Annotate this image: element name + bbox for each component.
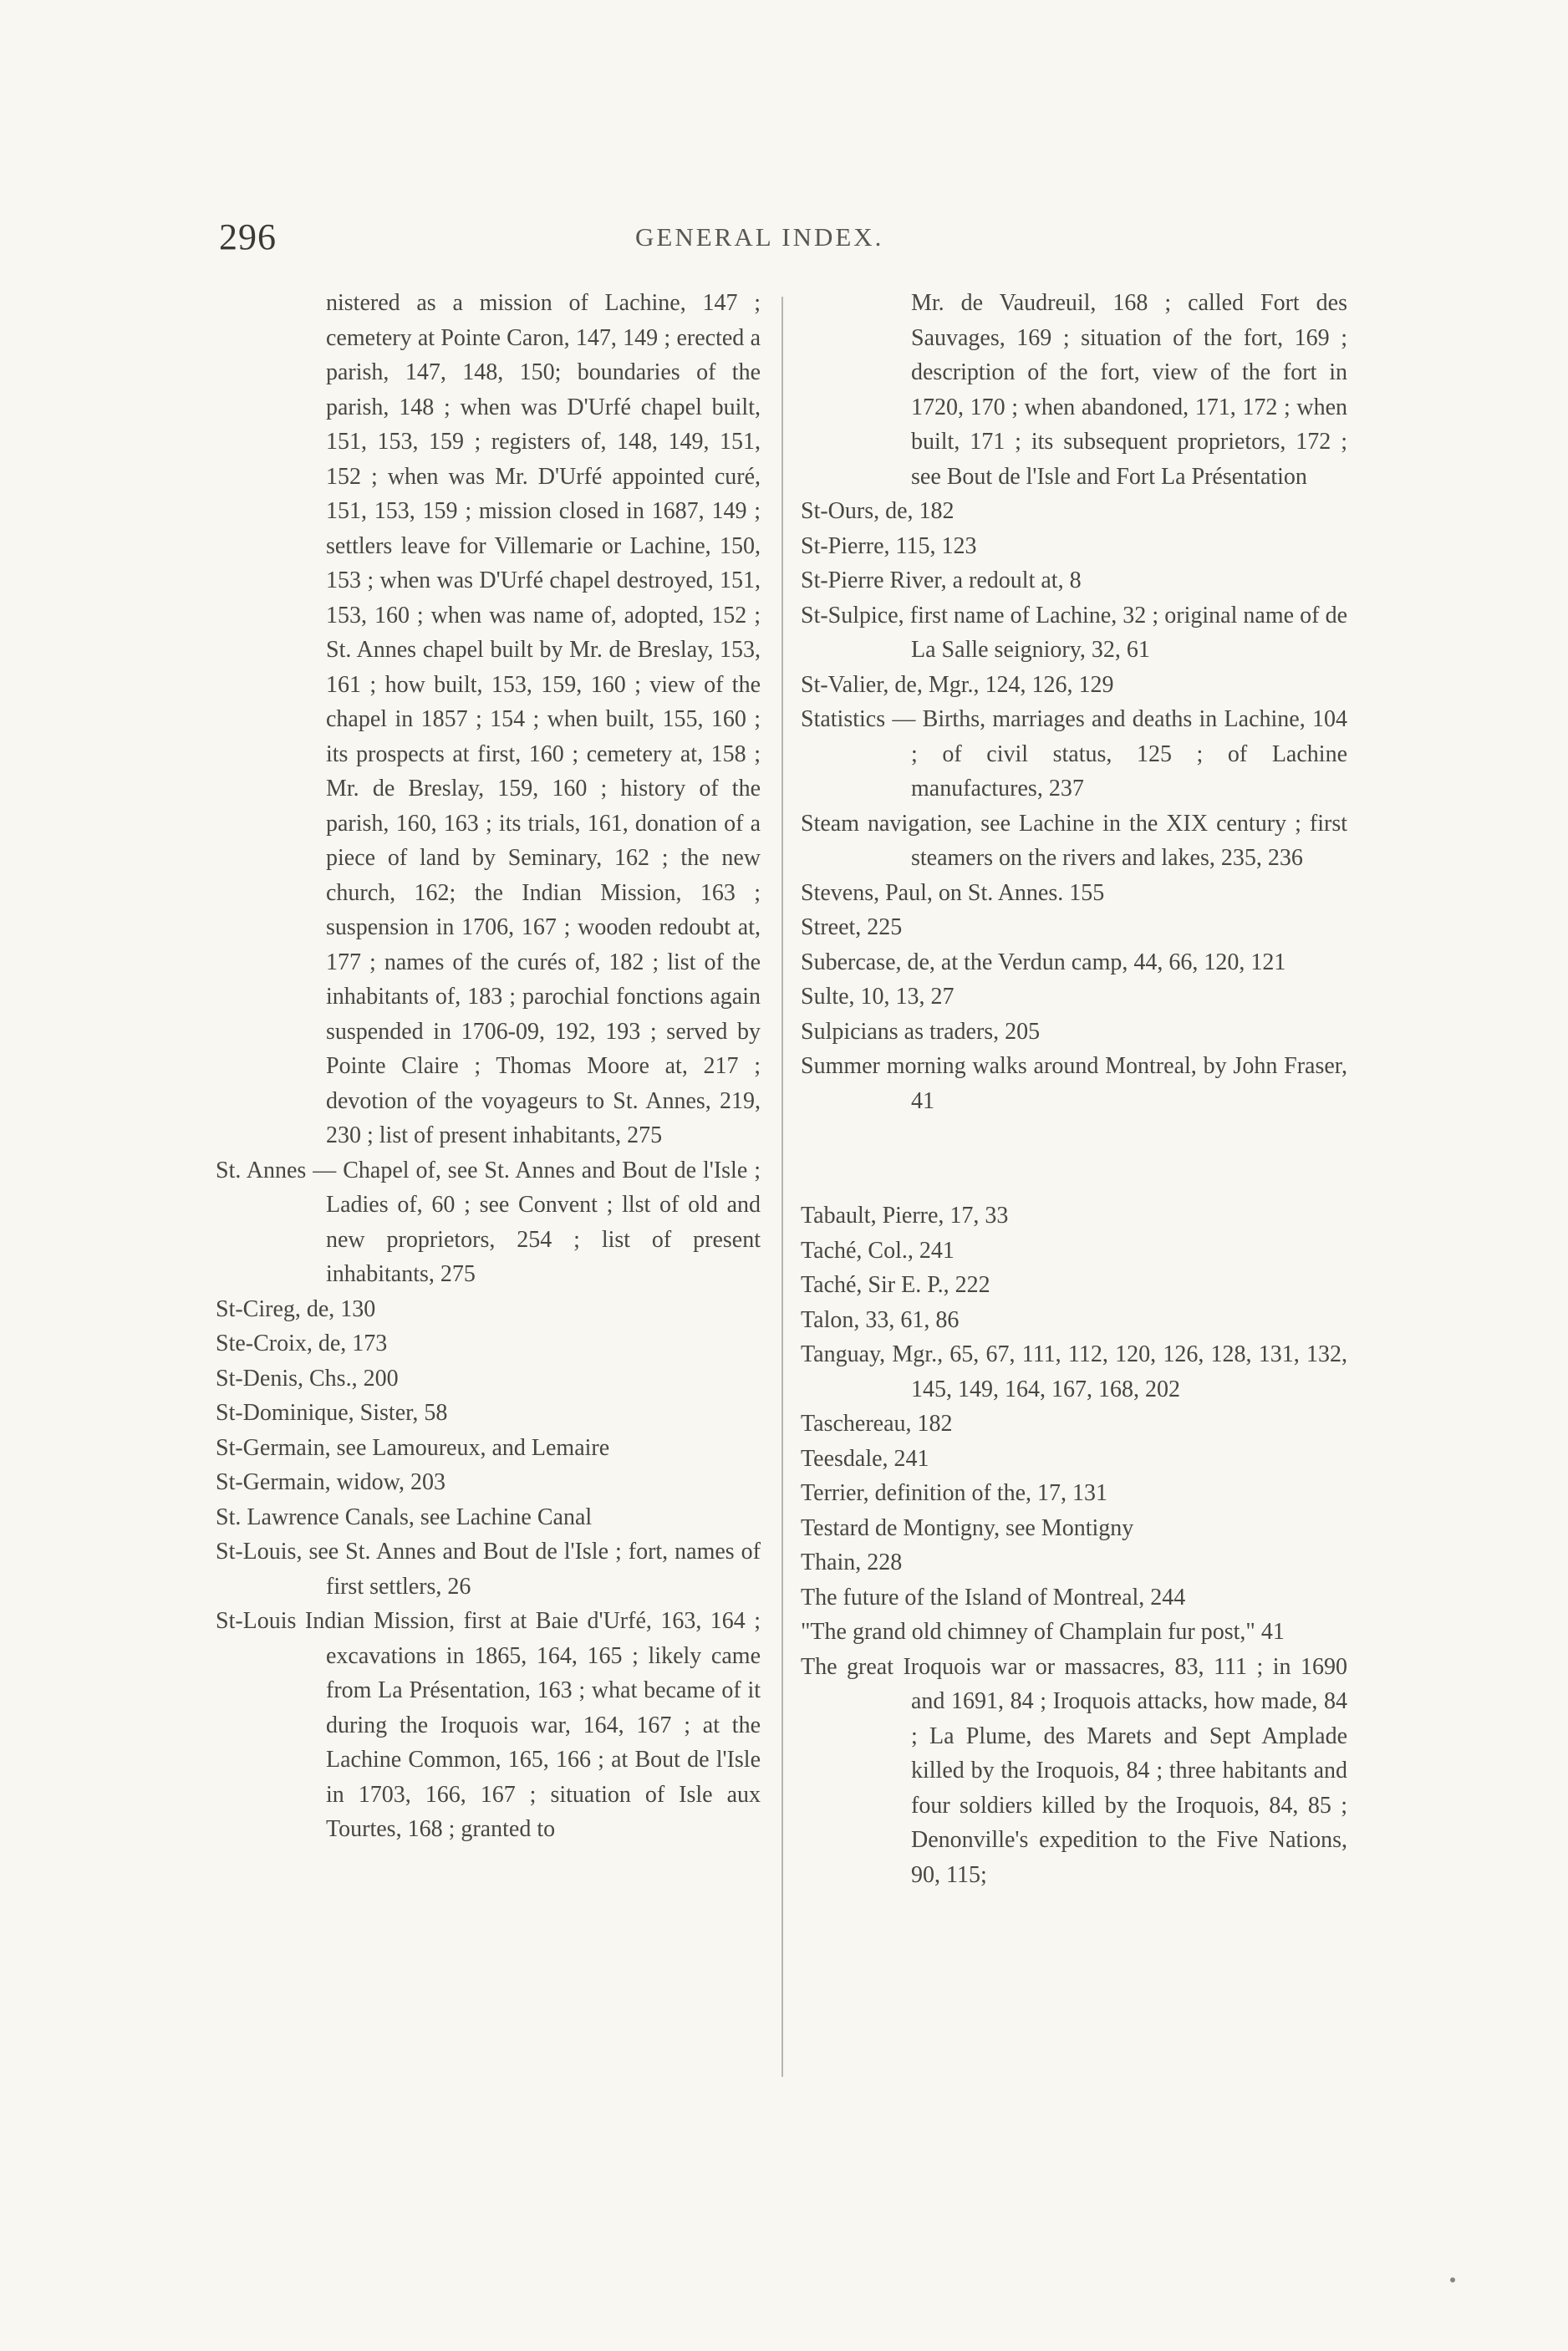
index-entry: Sulpicians as traders, 205 — [801, 1018, 1041, 1045]
running-title: GENERAL INDEX. — [635, 222, 884, 252]
index-entry: Ste-Croix, de, 173 — [216, 1331, 388, 1356]
index-entry: Terrier, definition of the, 17, 131 — [801, 1480, 1108, 1506]
index-entry: St-Valier, de, Mgr., 124, 126, 129 — [801, 671, 1114, 698]
index-entry: Taché, Col., 241 — [801, 1237, 955, 1264]
index-entry: St-Denis, Chs., 200 — [216, 1365, 399, 1392]
index-entry: St-Louis, see St. Annes and Bout de l'Isle ; fort, names of first settlers, 26 — [216, 1539, 761, 1600]
index-entry: Teesdale, 241 — [801, 1445, 929, 1472]
page-number: 296 — [219, 216, 277, 257]
index-entry: Steam navigation, see Lachine in the XIX century ; first steamers on the rivers and lakes, 235, 236 — [801, 810, 1347, 871]
index-entry: Talon, 33, 61, 86 — [801, 1306, 960, 1333]
index-entry: Stevens, Paul, on St. Annes. 155 — [801, 879, 1105, 906]
index-entry: St-Dominique, Sister, 58 — [216, 1400, 448, 1426]
index-entry: St-Pierre, 115, 123 — [801, 532, 977, 559]
index-entry: Taché, Sir E. P., 222 — [801, 1272, 990, 1298]
index-entry: St-Germain, widow, 203 — [216, 1469, 446, 1495]
index-entry: Statistics — Births, marriages and deaths in Lachine, 104 ; of civil status, 125 ; of Lachine manufactures, 237 — [801, 706, 1347, 801]
index-entry: Taschereau, 182 — [801, 1411, 953, 1437]
index-entry: Testard de Montigny, see Montigny — [801, 1514, 1134, 1541]
index-entry: St-Cireg, de, 130 — [216, 1295, 376, 1322]
index-entry: Summer morning walks around Montreal, by John Fraser, 41 — [801, 1053, 1347, 1114]
index-entry: St-Pierre River, a redoult at, 8 — [801, 567, 1082, 593]
index-entry: The future of the Island of Montreal, 244 — [801, 1584, 1186, 1611]
index-entry: Tabault, Pierre, 17, 33 — [801, 1203, 1009, 1229]
section-gap — [801, 1142, 1347, 1175]
index-entry: St-Louis Indian Mission, first at Baie d'Urfé, 163, 164 ; excavations in 1865, 164, 165 ; likely came from La Présentation, 163 ; what became of it during the Iroquois war, 164, 167 ; at the Lachine Common, 165, 166 ; at Bout de l'Isle in 1703, 166, 167 ; situation of Isle aux Tourtes, 168 ; granted to — [216, 1608, 761, 1842]
index-entry: St-Sulpice, first name of Lachine, 32 ; original name of de La Salle seigniory, 32, 61 — [801, 602, 1347, 663]
index-entry: nistered as a mission of Lachine, 147 ; cemetery at Pointe Caron, 147, 149 ; erected a parish, 147, 148, 150; boundaries of the parish, 148 ; when was D'Urfé chapel built, 151, 153, 159 ; registers of, 148, 149, 151, 152 ; when was Mr. D'Urfé appointed curé, 151, 153, 159 ; mission closed in 1687, 149 ; settlers leave for Villemarie or Lachine, 150, 153 ; when was D'Urfé chapel destroyed, 151, 153, 160 ; when was name of, adopted, 152 ; St. Annes chapel built by Mr. de Breslay, 153, 161 ; how built, 153, 159, 160 ; view of the chapel in 1857 ; 154 ; when built, 155, 160 ; its prospects at first, 160 ; cemetery at, 158 ; Mr. de Breslay, 159, 160 ; history of the parish, 160, 163 ; its trials, 161, donation of a piece of land by Seminary, 162 ; the new church, 162; the Indian Mission, 163 ; suspension in 1706, 167 ; wooden redoubt at, 177 ; names of the curés of, 182 ; list of the inhabitants of, 183 ; parochial fonctions again suspended in 1706-09, 192, 193 ; served by Pointe Claire ; Thomas Moore at, 217 ; devotion of the voyageurs to St. Annes, 219, 230 ; list of present inhabitants, 275 — [326, 290, 761, 1148]
index-entry: St-Germain, see Lamoureux, and Lemaire — [216, 1434, 610, 1461]
index-entry: St. Annes — Chapel of, see St. Annes and Bout de l'Isle ; Ladies of, 60 ; see Convent ; llst of old and new proprietors, 254 ; list of present inhabitants, 275 — [216, 1157, 761, 1287]
index-entry: Thain, 228 — [801, 1550, 903, 1575]
index-entry: Mr. de Vaudreuil, 168 ; called Fort des Sauvages, 169 ; situation of the fort, 169 ; description of the fort, view of the fort in 1720, 170 ; when abandoned, 171, 172 ; when built, 171 ; its subsequent proprietors, 172 ; see Bout de l'Isle and Fort La Présentation — [911, 290, 1347, 490]
index-column-left — [216, 286, 761, 1847]
index-entry: Subercase, de, at the Verdun camp, 44, 66, 120, 121 — [801, 949, 1286, 975]
column-divider — [781, 297, 783, 2077]
index-entry: The great Iroquois war or massacres, 83, 111 ; in 1690 and 1691, 84 ; Iroquois attacks, how made, 84 ; La Plume, des Marets and Sept Amplade killed by the Iroquois, 84 ; three habitants and four soldiers killed by the Iroquois, 84, 85 ; Denonville's expedition to the Five Nations, 90, 115; — [801, 1653, 1347, 1888]
index-entry: Tanguay, Mgr., 65, 67, 111, 112, 120, 126, 128, 131, 132, 145, 149, 164, 167, 168, 202 — [801, 1341, 1347, 1402]
index-column-right — [801, 286, 1347, 1892]
index-entry: "The grand old chimney of Champlain fur post," 41 — [801, 1619, 1285, 1645]
index-entry: St-Ours, de, 182 — [801, 498, 955, 524]
index-entry: Street, 225 — [801, 914, 903, 940]
paper-speck — [1450, 2277, 1455, 2282]
index-entry: Sulte, 10, 13, 27 — [801, 984, 955, 1010]
index-entry: St. Lawrence Canals, see Lachine Canal — [216, 1504, 593, 1530]
